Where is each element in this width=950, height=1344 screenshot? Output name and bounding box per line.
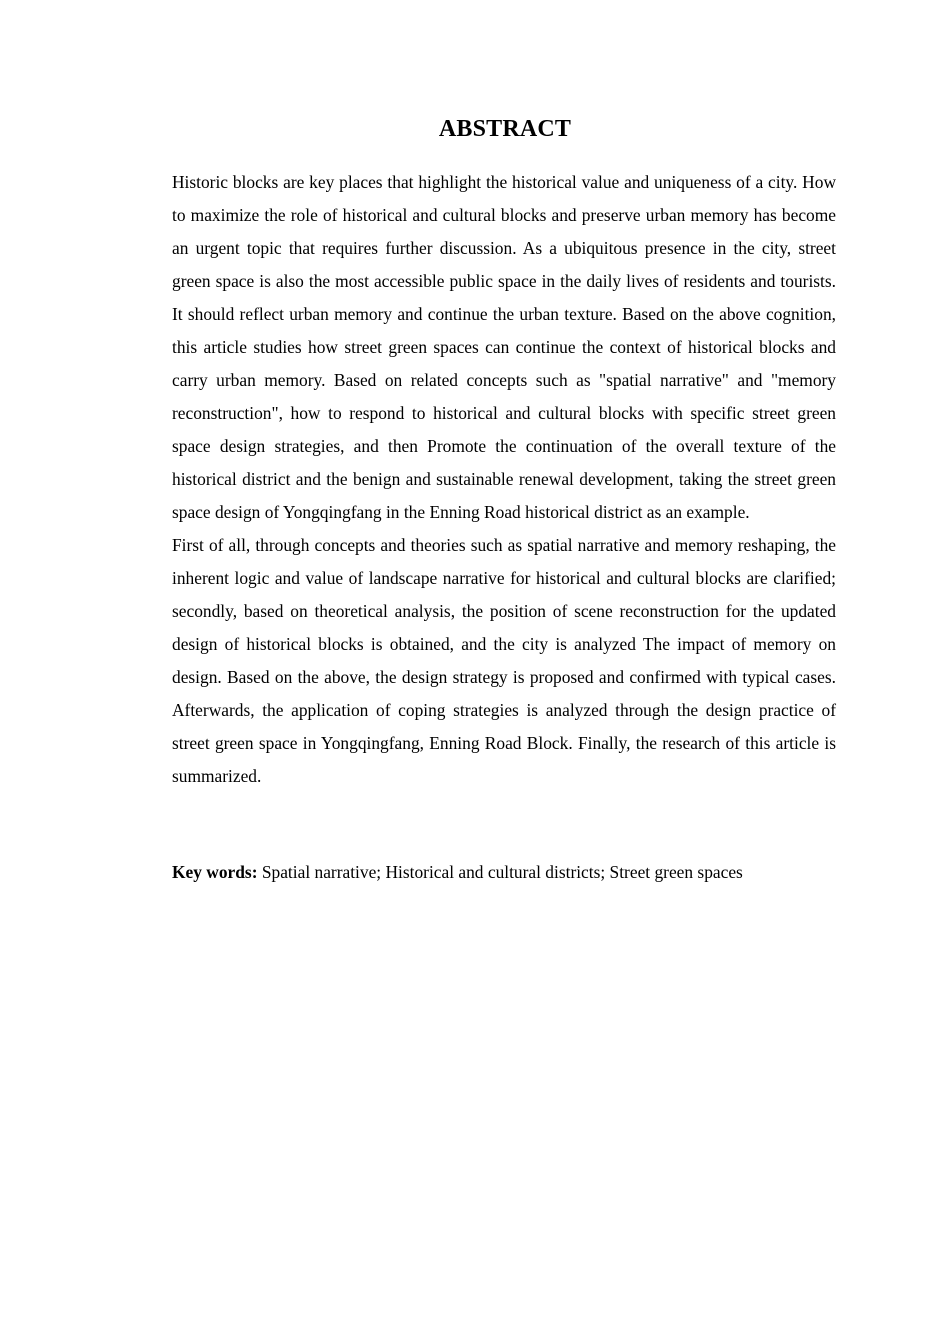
abstract-body xyxy=(172,166,836,793)
abstract-title: ABSTRACT xyxy=(438,116,572,142)
abstract-paragraph-2: First of all, through concepts and theories such as spatial narrative and memory reshaping, the inherent logic and value of landscape narrative for historical and cultural blocks are clarified; secondly, based on theoretical analysis, the position of scene reconstruction for the updated design of historical blocks is obtained, and the city is analyzed The impact of memory on design. Based on the above, the design strategy is proposed and confirmed with typical cases. Afterwards, the application of coping strategies is analyzed through the design practice of street green space in Yongqingfang, Enning Road Block. Finally, the research of this article is summarized. xyxy=(172,535,836,786)
keywords-label: Key words: xyxy=(172,862,258,882)
keywords-value: Spatial narrative; Historical and cultural districts; Street green spaces xyxy=(257,862,743,882)
abstract-paragraph-1: Historic blocks are key places that highlight the historical value and uniqueness of a city. How to maximize the role of historical and cultural blocks and preserve urban memory has become an urgent topic that requires further discussion. As a ubiquitous presence in the city, street green space is also the most accessible public space in the daily lives of residents and tourists. It should reflect urban memory and continue the urban texture. Based on the above cognition, this article studies how street green spaces can continue the context of historical blocks and carry urban memory. Based on related concepts such as "spatial narrative" and "memory reconstruction", how to respond to historical and cultural blocks with specific street green space design strategies, and then Promote the continuation of the overall texture of the historical district and the benign and sustainable renewal development, taking the street green space design of Yongqingfang in the Enning Road historical district as an example. xyxy=(172,172,836,522)
keywords-line xyxy=(172,856,872,889)
